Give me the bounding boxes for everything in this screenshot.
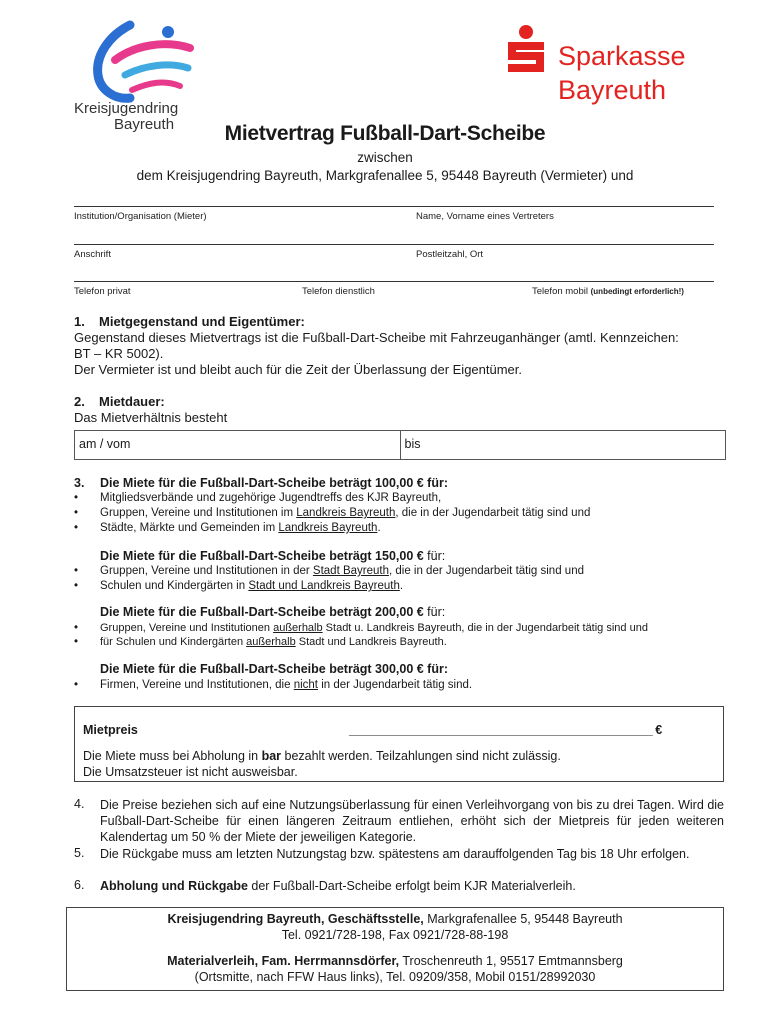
bullet-icon: • <box>74 580 79 592</box>
sparkasse-logo-line2: Bayreuth <box>558 75 667 105</box>
section1-line1: Gegenstand dieses Mietvertrags ist die Fußball-Dart-Scheibe mit Fahrzeuganhänger (amtl. Kennzeichen: <box>74 330 679 345</box>
section1-line3: Der Vermieter ist und bleibt auch für die Zeit der Überlassung der Eigentümer. <box>74 362 523 377</box>
phone-private-label: Telefon privat <box>74 286 131 297</box>
footer-line3: Materialverleih, Fam. Herrmannsdörfer, Troschenreuth 1, 95517 Emtmannsberg <box>167 954 623 968</box>
price-100-heading: Die Miete für die Fußball-Dart-Scheibe beträgt 100,00 € für: <box>100 476 448 490</box>
list-number-6: 6. <box>74 878 85 892</box>
bullet-icon: • <box>74 636 79 648</box>
price-100-item-1: Mitgliedsverbände und zugehörige Jugendtreffs des KJR Bayreuth, <box>100 492 442 504</box>
address-label: Anschrift <box>74 249 111 260</box>
party-text: dem Kreisjugendring Bayreuth, Markgrafenallee 5, 95448 Bayreuth (Vermieter) und <box>136 168 634 183</box>
rental-price-field[interactable]: _______________________________________________ € <box>349 723 662 737</box>
rental-from-field[interactable]: am / vom <box>79 437 131 451</box>
rental-period-table <box>74 430 726 460</box>
sparkasse-logo-line1: Sparkasse <box>558 41 686 71</box>
price-200-item-1: Gruppen, Vereine und Institutionen außerhalb Stadt u. Landkreis Bayreuth, die in der Jugendarbeit tätig sind und <box>100 622 648 634</box>
section1-line2: BT – KR 5002). <box>74 346 164 361</box>
section2-line1: Das Mietverhältnis besteht <box>74 410 228 425</box>
list-item-5: Die Rückgabe muss am letzten Nutzungstag bzw. spätestens am darauffolgenden Tag bis 18 Uhr erfolgen. <box>100 847 690 861</box>
phone-mobile-label <box>532 286 684 297</box>
phone-mobile-note: (unbedingt erforderlich!) <box>590 287 684 296</box>
price-300-heading: Die Miete für die Fußball-Dart-Scheibe beträgt 300,00 € für: <box>100 662 448 676</box>
rental-price-label: Mietpreis <box>83 723 138 737</box>
section3-number: 3. <box>74 476 85 490</box>
price-100-item-3: Städte, Märkte und Gemeinden im Landkreis Bayreuth. <box>100 522 381 534</box>
phone-work-label: Telefon dienstlich <box>302 286 375 297</box>
bullet-icon: • <box>74 622 79 634</box>
kjr-logo-line2: Bayreuth <box>114 116 175 133</box>
bullet-icon: • <box>74 507 79 519</box>
institution-name-line[interactable] <box>74 206 714 207</box>
price-150-heading: Die Miete für die Fußball-Dart-Scheibe beträgt 150,00 € für: <box>100 549 446 563</box>
tax-note: Die Umsatzsteuer ist nicht ausweisbar. <box>83 765 298 779</box>
rental-to-field[interactable]: bis <box>400 431 726 459</box>
kjr-swirl-icon <box>70 20 210 110</box>
institution-label: Institution/Organisation (Mieter) <box>74 211 207 222</box>
bullet-icon: • <box>74 679 79 691</box>
list-number-4: 4. <box>74 797 85 811</box>
list-item-4: Die Preise beziehen sich auf eine Nutzungsüberlassung für einen Verleihvorgang von bis zu drei Tagen. Wird die Fußball-Dart-Scheibe für einen längeren Zeitraum entliehen, erhöht sich der Mietpreis für jeden weiteren Kalendertag um 50 % der Miete der jeweiligen Kategorie. <box>100 798 724 844</box>
phone-line[interactable] <box>74 281 714 282</box>
footer-line1: Kreisjugendring Bayreuth, Geschäftsstelle, Markgrafenallee 5, 95448 Bayreuth <box>167 912 623 926</box>
section2-number: 2. <box>74 394 85 409</box>
price-300-item-1: Firmen, Vereine und Institutionen, die nicht in der Jugendarbeit tätig sind. <box>100 679 473 691</box>
price-200-item-2: für Schulen und Kindergärten außerhalb Stadt und Landkreis Bayreuth. <box>100 636 447 648</box>
section1-heading <box>74 314 305 329</box>
address-line[interactable] <box>74 244 714 245</box>
price-200-heading: Die Miete für die Fußball-Dart-Scheibe beträgt 200,00 € für: <box>100 605 446 619</box>
zip-city-label: Postleitzahl, Ort <box>416 249 484 260</box>
section2-heading <box>74 394 165 409</box>
payment-note: Die Miete muss bei Abholung in bar bezahlt werden. Teilzahlungen sind nicht zulässig. <box>83 749 561 763</box>
footer-line4: (Ortsmitte, nach FFW Haus links), Tel. 09209/358, Mobil 0151/28992030 <box>194 970 596 984</box>
bullet-icon: • <box>74 492 79 504</box>
kjr-logo <box>70 20 210 138</box>
footer-line2: Tel. 0921/728-198, Fax 0921/728-88-198 <box>281 928 509 942</box>
kjr-logo-line1: Kreisjugendring <box>74 100 179 117</box>
list-item-6: Abholung und Rückgabe der Fußball-Dart-Scheibe erfolgt beim KJR Materialverleih. <box>100 879 576 893</box>
price-150-item-1: Gruppen, Vereine und Institutionen in der Stadt Bayreuth, die in der Jugendarbeit tätig sind und <box>100 565 584 577</box>
bullet-icon: • <box>74 522 79 534</box>
section1-title: Mietgegenstand und Eigentümer: <box>99 314 305 329</box>
list-number-5: 5. <box>74 846 85 860</box>
contact-footer <box>66 907 724 991</box>
price-150-item-2: Schulen und Kindergärten in Stadt und Landkreis Bayreuth. <box>100 580 404 592</box>
phone-mobile-text: Telefon mobil <box>532 286 588 297</box>
section1-number: 1. <box>74 314 85 329</box>
bullet-icon: • <box>74 565 79 577</box>
sparkasse-logo <box>502 22 732 112</box>
representative-name-label: Name, Vorname eines Vertreters <box>416 211 554 222</box>
rental-price-box <box>74 706 724 782</box>
price-100-item-2: Gruppen, Vereine und Institutionen im Landkreis Bayreuth, die in der Jugendarbeit tätig sind und <box>100 507 591 519</box>
between-text: zwischen <box>357 150 413 165</box>
section2-title: Mietdauer: <box>99 394 165 409</box>
page-title: Mietvertrag Fußball-Dart-Scheibe <box>224 122 546 145</box>
sparkasse-s-icon <box>502 24 550 76</box>
